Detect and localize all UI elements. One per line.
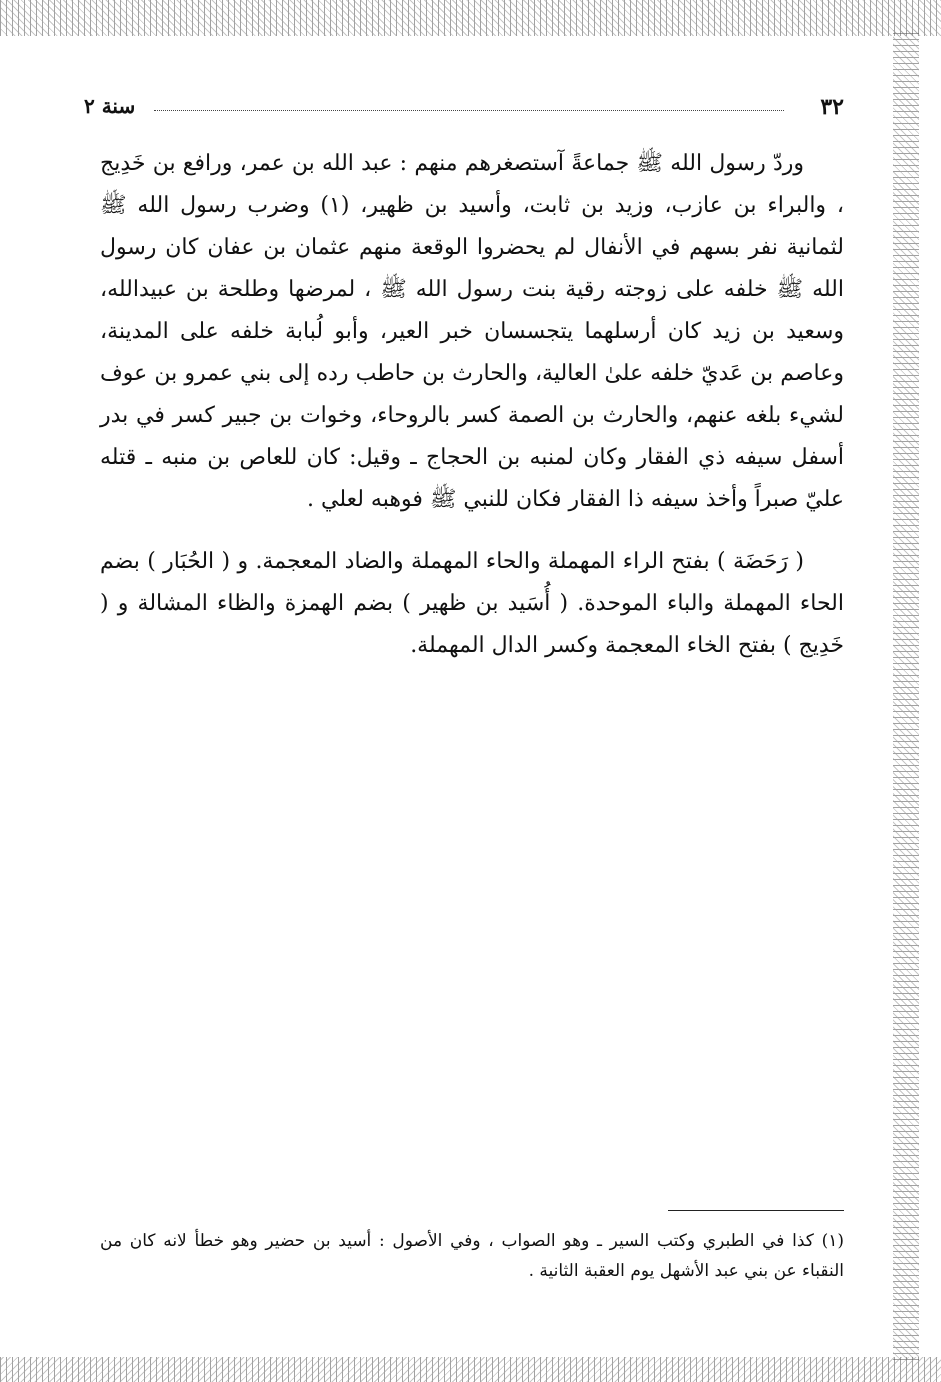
footnote: [100, 1226, 844, 1286]
header-dotted-rule: [154, 110, 784, 111]
decorative-border-bottom: [0, 1357, 941, 1382]
decorative-border-right: [893, 30, 919, 1360]
body-paragraph-2: ( رَحَضَة ) بفتح الراء المهملة والحاء المهملة والضاد المعجمة. و ( الحُبَار ) بضم الحاء المهملة والباء الموحدة. ( أُسَيد بن ظهير ) بضم الهمزة والظاء المشالة و ( خَدِيج ) بفتح الخاء المعجمة وكسر الدال المهملة.: [100, 549, 844, 658]
main-text: [100, 143, 844, 667]
decorative-border-top: [0, 0, 941, 36]
page-number: ٣٢: [820, 94, 844, 120]
footnote-text: (١) كذا في الطبري وكتب السير ـ وهو الصواب ، وفي الأصول : أسيد بن حضير وهو خطأ لانه كان من النقباء عن بني عبد الأشهل يوم العقبة الثانية .: [100, 1231, 844, 1281]
running-head: سنة ٢: [84, 94, 136, 118]
body-paragraph-1: وردّ رسول الله ﷺ جماعةً آستصغرهم منهم : عبد الله بن عمر، ورافع بن خَدِيج ، والبراء بن عازب، وزيد بن ثابت، وأسيد بن ظهير، (١) وضرب رسول الله ﷺ لثمانية نفر بسهم في الأنفال لم يحضروا الوقعة منهم عثمان بن عفان كان رسول الله ﷺ خلفه على زوجته رقية بنت رسول الله ﷺ ، لمرضها وطلحة بن عبيدالله، وسعيد بن زيد كان أرسلهما يتجسسان خبر العير، وأبو لُبابة خلفه على المدينة، وعاصم بن عَديّ خلفه علىٰ العالية، والحارث بن حاطب رده إلى بني عمرو بن عوف لشيء بلغه عنهم، والحارث بن الصمة كسر بالروحاء، وخوات بن جبير كسر في بدر أسفل سيفه ذي الفقار وكان لمنبه بن الحجاج ـ وقيل: كان للعاص بن منبه ـ قتله عليّ صبراً وأخذ سيفه ذا الفقار فكان للنبي ﷺ فوهبه لعلي .: [100, 151, 845, 512]
footnote-separator: [668, 1210, 844, 1211]
page-header: [84, 94, 844, 122]
